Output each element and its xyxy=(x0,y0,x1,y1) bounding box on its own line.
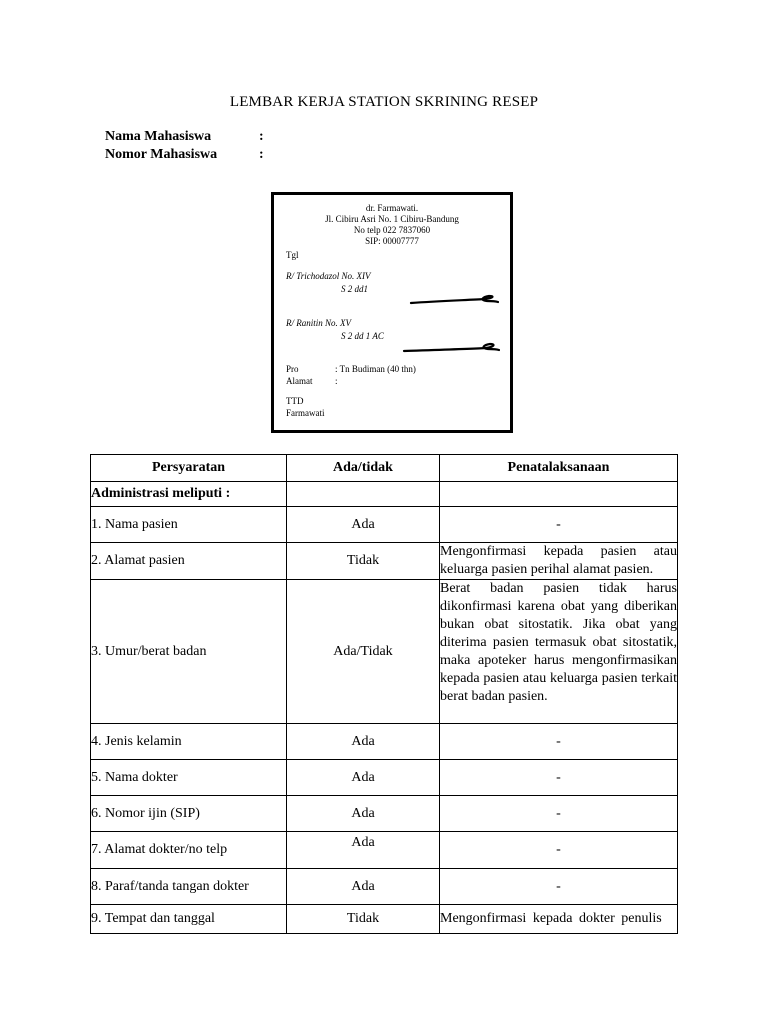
action-cell: - xyxy=(440,724,678,760)
status-cell: Ada xyxy=(287,796,440,832)
section-row xyxy=(91,482,678,507)
req-cell: 1. Nama pasien xyxy=(91,507,287,543)
rx-alamat-label: Alamat xyxy=(286,376,313,386)
status-cell: Tidak xyxy=(287,905,440,934)
student-name-colon: : xyxy=(259,129,264,144)
header-ada-tidak: Ada/tidak xyxy=(287,455,440,482)
section-empty-cell xyxy=(440,482,678,507)
status-cell: Ada xyxy=(287,832,440,869)
action-cell: Mengonfirmasi kepada pasien atau keluarga pasien perihal alamat pasien. xyxy=(440,543,678,580)
rx-ttd: TTD xyxy=(286,396,304,406)
rx-date-label: Tgl xyxy=(286,250,299,260)
req-cell: 6. Nomor ijin (SIP) xyxy=(91,796,287,832)
table-row xyxy=(91,796,678,832)
rx-pro-value: : Tn Budiman (40 thn) xyxy=(335,364,416,374)
req-cell: 5. Nama dokter xyxy=(91,760,287,796)
paraf-1-signature-icon xyxy=(409,293,499,307)
student-name-label: Nama Mahasiswa xyxy=(105,129,212,144)
table-row xyxy=(91,580,678,724)
req-cell: 2. Alamat pasien xyxy=(91,543,287,580)
req-cell: 7. Alamat dokter/no telp xyxy=(91,832,287,869)
req-cell: 8. Paraf/tanda tangan dokter xyxy=(91,869,287,905)
action-cell: - xyxy=(440,507,678,543)
table-row xyxy=(91,543,678,580)
req-cell: 3. Umur/berat badan xyxy=(91,580,287,724)
table-header-row xyxy=(91,455,678,482)
table-row xyxy=(91,832,678,869)
rx-phone: No telp 022 7837060 xyxy=(353,225,431,235)
rx-item-2: R/ Ranitin No. XV xyxy=(286,318,351,328)
rx-item-1-signa: S 2 dd1 xyxy=(341,284,368,294)
requirements-table xyxy=(90,454,678,934)
rx-item-1: R/ Trichodazol No. XIV xyxy=(286,271,371,281)
rx-doctor: dr. Farmawati. xyxy=(365,203,419,213)
status-cell: Ada xyxy=(287,724,440,760)
action-cell: Mengonfirmasi kepada dokter penulis xyxy=(440,905,678,934)
student-number-row xyxy=(105,147,264,163)
table-row xyxy=(91,869,678,905)
status-cell: Ada xyxy=(287,507,440,543)
rx-sip: SIP: 00007777 xyxy=(365,236,419,246)
status-cell: Ada xyxy=(287,869,440,905)
section-empty-cell xyxy=(287,482,440,507)
status-cell: Ada xyxy=(287,760,440,796)
student-number-colon: : xyxy=(259,147,264,162)
status-cell: Ada/Tidak xyxy=(287,580,440,724)
paraf-2-signature-icon xyxy=(402,341,500,355)
prescription-image xyxy=(271,192,513,433)
action-cell: - xyxy=(440,832,678,869)
header-penatalaksanaan: Penatalaksanaan xyxy=(440,455,678,482)
table-row xyxy=(91,724,678,760)
req-cell: 9. Tempat dan tanggal xyxy=(91,905,287,934)
document-title: LEMBAR KERJA STATION SKRINING RESEP xyxy=(229,94,539,110)
header-persyaratan: Persyaratan xyxy=(91,455,287,482)
action-cell: - xyxy=(440,796,678,832)
table-row xyxy=(91,507,678,543)
status-cell: Tidak xyxy=(287,543,440,580)
action-cell: Berat badan pasien tidak harus dikonfirmasi karena obat yang diberikan bukan obat sitostatik. Jika obat yang diterima pasien termasuk obat sitostatik, maka apoteker harus mengonfirmasikan kepada pasien atau keluarga pasien terkait berat badan pasien. xyxy=(440,580,678,724)
student-number-label: Nomor Mahasiswa xyxy=(105,147,218,162)
rx-pro-label: Pro xyxy=(286,364,299,374)
table-row xyxy=(91,760,678,796)
section-administrasi: Administrasi meliputi : xyxy=(91,482,287,507)
table-row xyxy=(91,905,678,934)
rx-address: Jl. Cibiru Asri No. 1 Cibiru-Bandung xyxy=(325,214,459,224)
rx-item-2-signa: S 2 dd 1 AC xyxy=(341,331,384,341)
req-cell: 4. Jenis kelamin xyxy=(91,724,287,760)
action-cell: - xyxy=(440,760,678,796)
rx-ttd-name: Farmawati xyxy=(286,408,325,418)
student-name-row xyxy=(105,129,264,145)
action-cell: - xyxy=(440,869,678,905)
rx-alamat-value: : xyxy=(335,376,338,386)
